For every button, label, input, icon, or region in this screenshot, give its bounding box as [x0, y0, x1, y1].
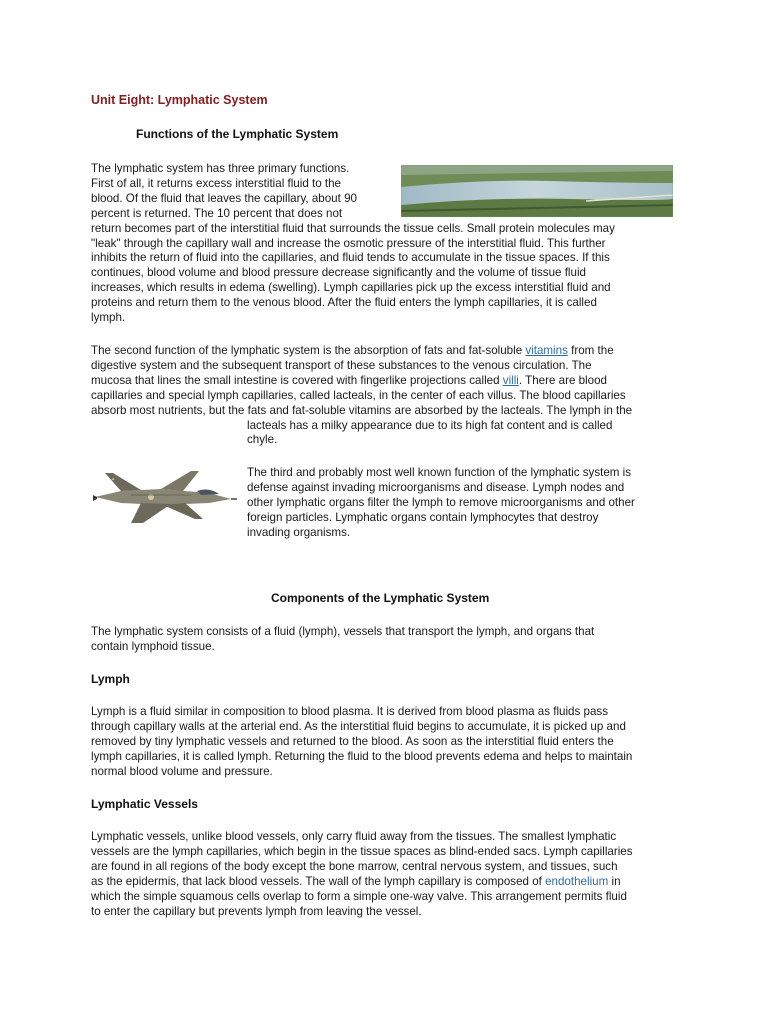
text-line: invading organisms.: [247, 525, 351, 539]
text-line: blood. Of the fluid that leaves the capillary, about 90: [91, 191, 357, 205]
text-line: contain lymphoid tissue.: [91, 639, 215, 653]
text-line: foreign particles. Lymphatic organs contain lymphocytes that destroy: [247, 510, 599, 524]
text-line: vessels are the lymph capillaries, which begin in the tissue spaces as blind-ended sacs. Lymph capillaries: [91, 844, 633, 858]
subheading-lymphatic-vessels: Lymphatic Vessels: [91, 797, 198, 811]
text-line: which the simple squamous cells overlap to form a simple one-way valve. This arrangement permits fluid: [91, 889, 627, 903]
text-line: mucosa that lines the small intestine is covered with fingerlike projections called villi. There are blood: [91, 373, 607, 387]
text-line: inhibits the return of fluid into the capillaries, and fluid tends to accumulate in the tissue spaces. If this: [91, 251, 610, 265]
paragraph-functions-1: [91, 162, 615, 326]
villi-link[interactable]: villi: [502, 373, 519, 387]
text-line: continues, blood volume and blood pressure decrease significantly and the volume of tissue fluid: [91, 266, 586, 280]
text-line: absorb most nutrients, but the fats and fat-soluble vitamins are absorbed by the lacteals. The lymph in the: [91, 403, 633, 417]
text-line: through capillary walls at the arterial end. As the interstitial fluid begins to accumulate, it is picked up and: [91, 719, 626, 733]
subheading-lymph: Lymph: [91, 672, 130, 686]
text-line: defense against invading microorganisms and disease. Lymph nodes and: [247, 480, 625, 494]
text-line: are found in all regions of the body except the bone marrow, central nervous system, and tissues, such: [91, 859, 618, 873]
paragraph-functions-2: [91, 344, 632, 448]
text-line: increases, which results in edema (swelling). Lymph capillaries pick up the excess interstitial fluid and: [91, 281, 611, 295]
text-line: as the epidermis, that lack blood vessels. The wall of the lymph capillary is composed of endothelium in: [91, 874, 621, 888]
paragraph-functions-3: [247, 466, 635, 541]
text-line: other lymphatic organs filter the lymph to remove microorganisms and other: [247, 495, 635, 509]
text-line: The second function of the lymphatic system is the absorption of fats and fat-soluble vitamins from the: [91, 344, 614, 357]
section-heading-components: Components of the Lymphatic System: [271, 591, 490, 605]
text-line: proteins and return them to the venous blood. After the fluid enters the lymph capillaries, it is called: [91, 296, 597, 310]
text-line: digestive system and the subsequent transport of these substances to the venous circulation. The: [91, 358, 592, 372]
paragraph-components-intro: [91, 625, 594, 655]
text-line: The lymphatic system consists of a fluid (lymph), vessels that transport the lymph, and organs that: [91, 625, 595, 638]
text-line: lymph capillaries, it is called lymph. Returning the fluid to the blood prevents edema and helps to maintain: [91, 749, 633, 763]
text-line: percent is returned. The 10 percent that does not: [91, 206, 343, 220]
text-line: The lymphatic system has three primary functions.: [91, 162, 350, 175]
text-line: removed by tiny lymphatic vessels and returned to the blood. As soon as the interstitial fluid enters the: [91, 734, 614, 748]
text-line: lymph.: [91, 311, 126, 325]
paragraph-lymphatic-vessels: [91, 830, 633, 919]
svg-text:✦: ✦: [111, 477, 116, 483]
text-line: return becomes part of the interstitial fluid that surrounds the tissue cells. Small protein molecules may: [91, 221, 615, 235]
text-line: to enter the capillary but prevents lymph from leaving the vessel.: [91, 904, 422, 918]
text-line: Lymph is a fluid similar in composition to blood plasma. It is derived from blood plasma as fluids pass: [91, 705, 609, 718]
text-line: lacteals has a milky appearance due to its high fat content and is called: [247, 418, 613, 432]
endothelium-link[interactable]: endothelium: [545, 874, 609, 888]
page-title: Unit Eight: Lymphatic System: [91, 93, 268, 107]
text-line: The third and probably most well known function of the lymphatic system is: [247, 466, 632, 479]
text-line: capillaries and special lymph capillaries, called lacteals, in the center of each villus. The blood capillaries: [91, 388, 626, 402]
text-line: Lymphatic vessels, unlike blood vessels, only carry fluid away from the tissues. The smallest lymphatic: [91, 830, 617, 843]
text-line: First of all, it returns excess interstitial fluid to the: [91, 176, 342, 190]
fighter-jet-photo: [91, 467, 237, 527]
vitamins-link[interactable]: vitamins: [525, 344, 568, 357]
paragraph-lymph: [91, 705, 632, 780]
text-line: normal blood volume and pressure.: [91, 764, 273, 778]
text-line: chyle.: [247, 433, 278, 447]
text-line: "leak" through the capillary wall and increase the osmotic pressure of the interstitial fluid. This further: [91, 236, 606, 250]
section-heading-functions: Functions of the Lymphatic System: [136, 127, 339, 141]
